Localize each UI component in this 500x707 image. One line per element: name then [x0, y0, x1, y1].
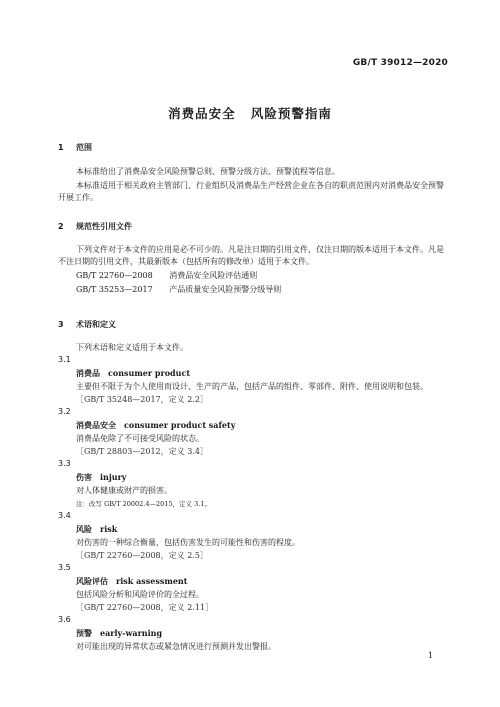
term-heading [76, 420, 235, 431]
term-definition: 主要但不限于为个人使用而设计、生产的产品，包括产品的组件、零部件、附件、使用说明和包装。 [76, 382, 428, 391]
term-en: consumer product safety [124, 420, 236, 430]
section-3-intro: 下列术语和定义适用于本文件。 [76, 343, 188, 352]
reference-item [76, 284, 281, 296]
document-title: 消费品安全 风险预警指南 [168, 106, 332, 121]
section-1-paragraph-2: 本标准适用于相关政府主管部门、行业组织及消费品生产经营企业在各自的职责范围内对消费品安全预警开展工作。 [58, 181, 444, 202]
term-number: 3.1 [58, 355, 71, 364]
term-heading [76, 368, 190, 379]
term-definition: 对可能出现的异常状态或紧急情况进行预测并发出警报。 [76, 642, 276, 651]
section-2-paragraph-1: 下列文件对于本文件的应用是必不可少的。凡是注日期的引用文件，仅注日期的版本适用于本文件。凡是不注日期的引用文件，其最新版本（包括所有的修改单）适用于本文件。 [58, 245, 444, 266]
term-number: 3.3 [58, 459, 71, 468]
term-zh: 风险 [76, 524, 92, 534]
section-3-heading [58, 319, 116, 330]
term-zh: 预警 [76, 628, 92, 638]
section-3-number: 3 [58, 320, 64, 329]
reference-title: 消费品安全风险评估通则 [169, 271, 258, 280]
term-heading [76, 472, 126, 483]
term-number: 3.5 [58, 563, 71, 572]
term-source: ［GB/T 22760—2008，定义 2.11］ [76, 603, 214, 612]
section-1-title: 范围 [76, 143, 92, 152]
term-en: injury [100, 472, 127, 482]
term-definition: 包括风险分析和风险评价的全过程。 [76, 590, 204, 599]
term-definition: 对人体健康或财产的损害。 [76, 486, 172, 495]
section-2-title: 规范性引用文件 [76, 222, 132, 231]
term-number: 3.2 [58, 407, 71, 416]
section-1-paragraph-1: 本标准给出了消费品安全风险预警总则、预警分级方法、预警流程等信息。 [76, 167, 340, 176]
reference-code: GB/T 22760—2008 [76, 271, 153, 280]
term-zh: 伤害 [76, 472, 92, 482]
term-definition: 对伤害的一种综合衡量，包括伤害发生的可能性和伤害的程度。 [76, 538, 300, 547]
term-zh: 风险评估 [76, 576, 108, 586]
standard-code: GB/T 39012—2020 [352, 58, 448, 68]
term-source: ［GB/T 35248—2017，定义 2.2］ [76, 395, 208, 404]
term-heading [76, 524, 117, 535]
section-2-heading [58, 221, 132, 232]
term-en: early-warning [100, 628, 163, 638]
term-note: 注：改写 GB/T 20002.4—2015，定义 3.1。 [76, 500, 211, 508]
section-2-number: 2 [58, 222, 64, 231]
term-zh: 消费品安全 [76, 420, 116, 430]
term-number: 3.6 [58, 615, 71, 624]
term-heading [76, 628, 162, 639]
reference-item [76, 270, 257, 282]
term-heading [76, 576, 187, 587]
term-en: consumer product [108, 368, 191, 378]
section-3-title: 术语和定义 [76, 320, 116, 329]
reference-title: 产品质量安全风险预警分级导则 [169, 285, 282, 294]
term-zh: 消费品 [76, 368, 100, 378]
term-number: 3.4 [58, 511, 71, 520]
term-source: ［GB/T 22760—2008，定义 2.5］ [76, 551, 208, 560]
term-en: risk assessment [116, 576, 188, 586]
term-source: ［GB/T 28803—2012，定义 3.4］ [76, 447, 208, 456]
term-definition: 消费品免除了不可接受风险的状态。 [76, 434, 204, 443]
section-1-heading [58, 142, 92, 153]
reference-code: GB/T 35253—2017 [76, 285, 153, 294]
section-1-number: 1 [58, 143, 64, 152]
term-en: risk [100, 524, 118, 534]
page-number: 1 [428, 651, 434, 660]
